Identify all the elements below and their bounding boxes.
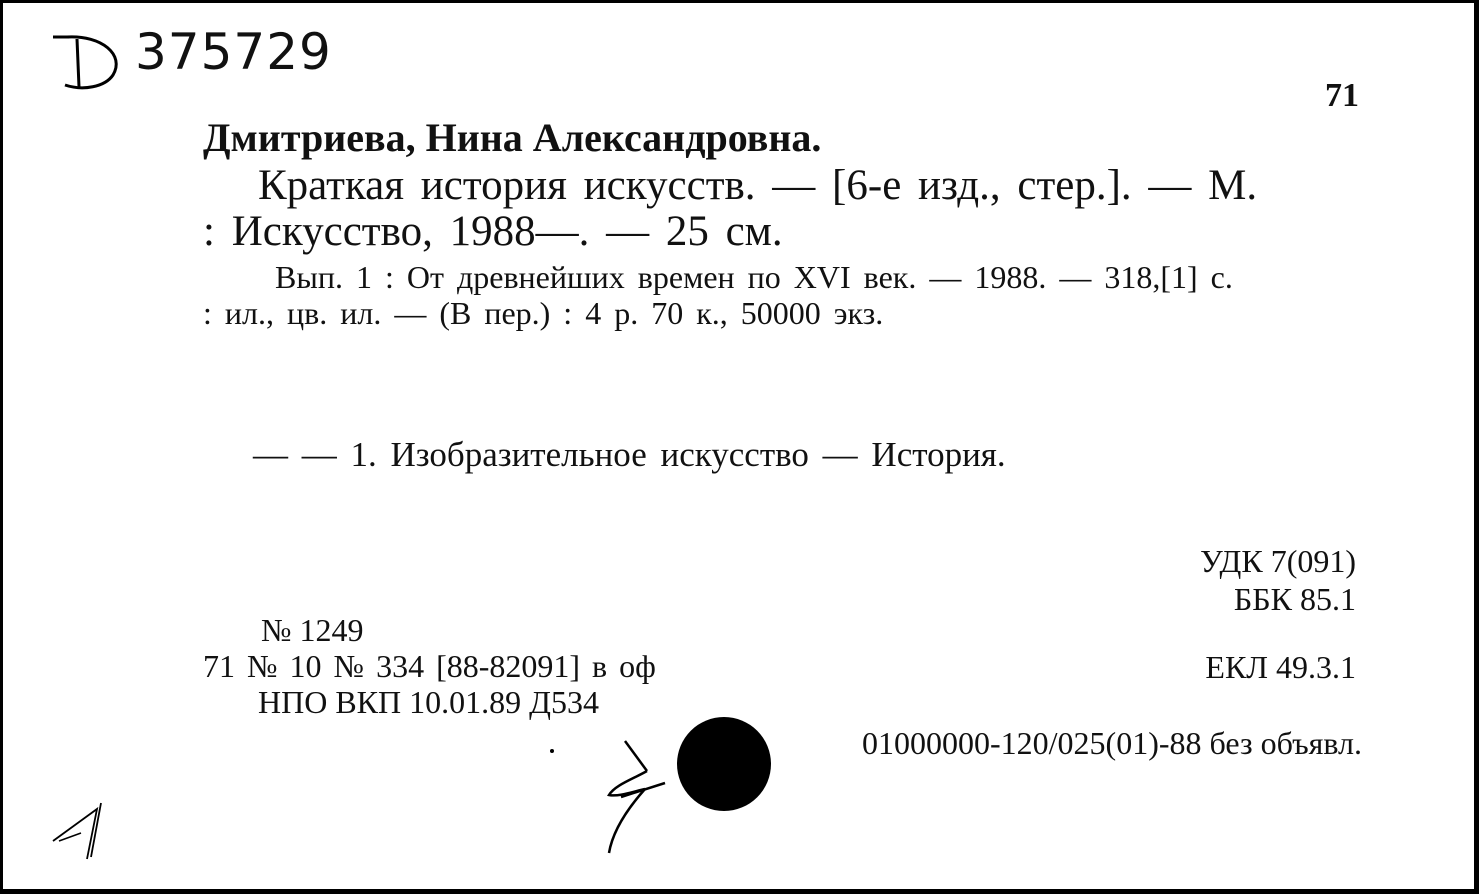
npo-line: НПО ВКП 10.01.89 Д534 [258,684,599,720]
order-line: 71 № 10 № 334 [88-82091] в оф [203,648,656,684]
udk-code: УДК 7(091) [1200,543,1356,579]
subject-heading: — — 1. Изобразительное искусство — История. [253,435,1006,474]
bbk-code: ББК 85.1 [1233,581,1356,617]
punch-hole-icon [675,715,775,815]
ink-dot [550,749,554,753]
volume-line-2: : ил., цв. ил. — (В пер.) : 4 р. 70 к., 50000 экз. [203,295,884,331]
handwritten-1-icon [47,795,117,865]
registration-number: № 1249 [261,612,364,648]
isbn-line: 01000000-120/025(01)-88 без объявл. [861,725,1362,761]
title-line-1: Краткая история искусств. — [6-е изд., стер.]. — М. [258,162,1258,209]
handwritten-D-icon [47,29,127,95]
page-number: 71 [1325,77,1359,114]
title-line-2: : Искусство, 1988—. — 25 см. [203,208,783,255]
ekl-code: ЕКЛ 49.3.1 [1205,649,1356,685]
shelf-mark: 375729 [135,23,332,81]
volume-line-1: Вып. 1 : От древнейших времен по XVI век. — 1988. — 318,[1] с. [275,259,1233,295]
author-heading: Дмитриева, Нина Александровна. [203,115,822,160]
handwritten-7-icon [599,733,679,861]
